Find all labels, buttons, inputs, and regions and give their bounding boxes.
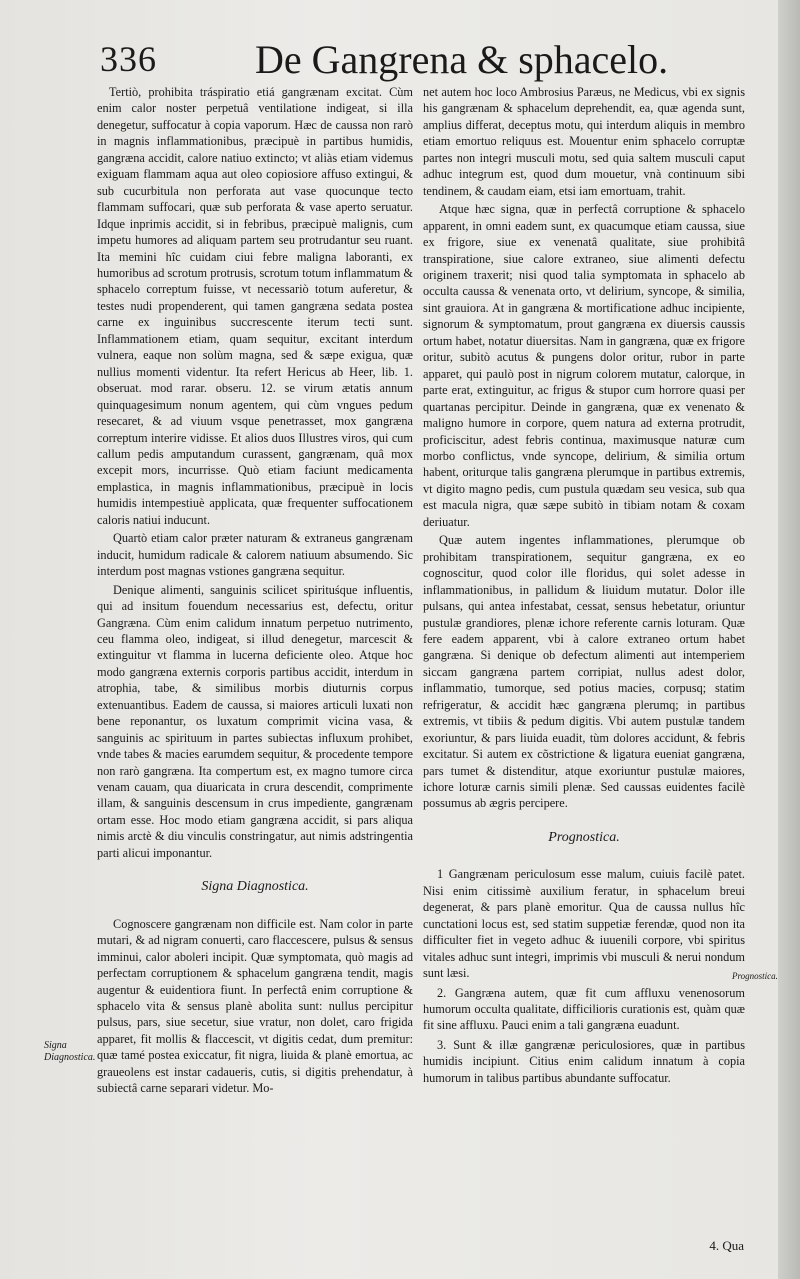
- running-title: De Gangrena & sphacelo.: [255, 37, 669, 82]
- paragraph: Atque hæc signa, quæ in perfectâ corruptione & sphacelo apparent, in omni eadem sunt, ex quacumque etiam caussa, siue ex frigore, siue ex venenatâ qualitate, siue prohibitâ transpiratione, siue calore extraneo, siue alimenti defectu originem traxerit; nisi quod talia symptomata in sphacelo ab occulta caussa & venenata orto, vt delirium, syncope, & similia, sint grauiora. At in gangræna & mortificatione adhuc incipiente, signorum & symptomatum, prout gangræna ex diuersis caussis ortum habet, notatur diuersitas. Nam in gangræna, quæ ex frigore oritur, subitò acutus & pungens dolor oritur, rubor in parte apparet, qui paulò post in nigrum colorem mutatur, calorque, in parte erat, extinguitur, ac frigus & stupor cum horrore quasi per quartanas percipitur. Deinde in gangræna, quæ ex venenato & maligno humore in corpore, quem natura ad externa protrudit, proficiscitur, adest febris continua, maximusque naturæ cum morbo conflictus, vnde syncope, delirium, & similia ortum habent, oriturque talis gangræna plerumque in partibus extremis, vt digito magno pedis, cum pustula quædam seu vesica, sub qua est macula nigra, quæ sæpe subitò in tibiam notam & coxam deriuatur.: [423, 202, 745, 529]
- numbered-item: 3. Sunt & illæ gangrænæ periculosiores, quæ in partibus humidis incipiunt. Citius enim calidum innatum à copia humorum in talibus partibus abundante suffocatur.: [423, 1037, 745, 1085]
- paragraph: Cognoscere gangrænam non difficile est. Nam color in parte mutari, & ad nigram conuerti, caro flaccescere, pulsus & sensus imminui, calor aboleri incipit. Quæ symptomata, quò magis ad perfectam corruptionem & sphacelum gangræna tendit, magis augentur & euidentiora fiunt. In perfectâ enim corruptione & sphacelo vita & sensus planè abolita sunt: nullus percipitur pulsus, pars, siue secetur, siue vratur, non dolet, caro frigida apparet, fit mollis & flaccescit, vt digitis cedat, dum premitur: quæ tamé postea exiccatur, fit nigra, liuida & planè emortua, ac graueolens est instar cadaueris, cutis, si digitis prehendatur, à subiectâ carne separari videtur. Mo-: [97, 916, 413, 1096]
- margin-note-right: Prognostica.: [732, 971, 778, 981]
- left-column: [97, 84, 413, 1099]
- paragraph: Denique alimenti, sanguinis scilicet spirituśque influentis, qui ad insitum fouendum necessarius est, defectu, oritur Gangræna. Cùm enim calidum innatum perpetuo nutrimento, ceu flamma oleo, indigeat, si illud denegetur, marcescit & extinguitur vt flamma in lucerna deficiente oleo. Atque hoc modo gangræna externis corporis partibus accidit, interdum in atrophia, tabe, & similibus morbis diuturnis corpus extenuantibus. Eadem de caussa, si maiores articuli luxati non bene reponantur, os luxatum comprimit vicina vasa, & sanguinis ac spirituum in partes subiectas influxum prohibet, vnde tabes & macies earumdem sequitur, & procedente tempore non rarò gangræna. Ita compertum est, ex magno tumore circa venam cauam, qua diuaricata in crura descendit, comprimente illam, & sanguinis descensum in crus impediente, gangrænam ortam esse. Hoc modo etiam gangræna accidit, si pars aliqua nimis arctè & diu vinculis constringatur, aut nimis adstringentia parti alicui imponantur.: [97, 582, 413, 860]
- section-heading: Prognostica.: [548, 829, 620, 845]
- paragraph: Quartò etiam calor præter naturam & extraneus gangrænam inducit, humidum radicale & calorem natiuum absumendo. Sic interdum post magnas vstiones gangræna sequitur.: [97, 531, 413, 579]
- paragraph: Tertiò, prohibita tráspiratio etiá gangrænam excitat. Cùm enim calor noster perpetuâ ventilatione indigeat, si illa denegetur, suffocatur à copia vaporum. Hæc de caussa non rarò in magnis inflammationibus, præcipuè in partibus humidis, gangræna accidit, calore natiuo extincto; vt aliàs etiam videmus exiguam flammam aqua aut oleo copiosiore affuso extingui, & sub cucurbitula non perforata aut vase quocunque tecto flammam suffocari, quæ sub perforata & vase aperto seruatur. Idque inprimis accidit, si in febribus, præcipuè malignis, cum impetu humores ad aliquam partem seu protrudantur seu ruant. Ita memini hîc cuidam ciui febre maligna laboranti, ex humoribus ad scrotum protrusis, scrotum totum inflammatum & sphacelo correptum fuisse, vt necessariò totum auferetur, & testes nudi propenderent, qui tamen gangræna sedata postea carne ex inguinibus succrescente iterum tecti sunt. Inflammationem etiam, quam sequitur, excitant interdum vulnera, eaque non solùm magna, sed & sæpe exigua, quæ nullius momenti videntur. Ita refert Hericus ab Heer, lib. 1. obseruat. mod rarar. obseru. 12. se virum ætatis annum quinquagesimum nonum agentem, qui cùm vngues pedum resecaret, & ad viuum vsque penetrasset, mox gangræna correptum interire vidisse. Et alios duos Illustres viros, qui cum callum pedis amputandum curassent, gangrænam, quâ mox excepit mors, incurrisse. Quò etiam faciunt medicamenta emplastica, in magnis inflammationibus, præcipuè in locis humidis intempestiuè applicata, quæ frequenter suffocationem caloris natiui inducunt.: [97, 85, 413, 527]
- section-heading: Signa Diagnostica.: [201, 879, 309, 895]
- numbered-item: 2. Gangræna autem, quæ fit cum affluxu venenosorum humorum occulta qualitate, difficilioris curationis est, quàm quæ fit sine affluxu. Pauci enim a tali gangræna euadunt.: [423, 985, 745, 1033]
- margin-note-left: Signa Diagnostica.: [44, 1040, 96, 1063]
- catchword: 4. Qua: [709, 1238, 744, 1253]
- paragraph: net autem hoc loco Ambrosius Paræus, ne Medicus, vbi ex signis his gangrænam & sphacelum deprehendit, ea, quæ agenda sunt, amplius differat, deceptus motu, qui interdum aliquis in membro etiam emortuo reliquus est. Mouentur enim sphacelo corruptæ partes non integri musculi motu, sed quia saltem musculi caput adhuc integrum est, quod dum mouetur, vnà continuum sibi tendinem, & caudam eiam, etsi iam emortuam, trahit.: [423, 85, 745, 198]
- paragraph: Quæ autem ingentes inflammationes, plerumque ob prohibitam transpirationem, sequitur gangræna, ex eo cognoscitur, quod color ille floridus, qui solet adesse in inflammationibus, in pallidum & liuidum mutatur. Dolor ille pulsans, qui antea infestabat, cessat, sensus hebetatur, oriuntur pustulæ grandiores, plenæ ichore referente carnis loturam. Quæ fere eadem apparent, vbi à calore extraneo ortum habet gangræna. Si denique ob defectum alimenti aut intemperiem siccam gangræna partem corripiat, nullus adest dolor, inflammatio, tumorque, sed potius macies, corpusq; statim refrigeratur, & accidit hæc gangræna plerumq; in partibus extremis, vt tibiis & pedum digitis. Vbi autem pustulæ tandem exoriuntur, & pars liuida euadit, tùm dolores accidunt, & febris excitatur. Si autem ex cõstrictione & ligatura eueniat gangræna, pars tumet & distenditur, atque exoriuntur pustulæ maiores, ichore loturæ carnis simili plenæ. Sed caussas euidentes facilè possumus ab ægris percipere.: [423, 533, 745, 811]
- right-column: [423, 84, 745, 1088]
- page-edge: [778, 0, 800, 1279]
- numbered-item: 1 Gangrænam periculosum esse malum, cuiuis facilè patet. Nisi enim citissimè auxilium feratur, in sphacelum breui degenerat, & pars planè emoritur. Qua de caussa nullus hîc cunctationi locus est, sed statim suppetiæ ferendæ, quod non ita difficulter fiet in vegeto adhuc & iuuenili corpore, vbi spiritus vitales adhuc sunt integri, imprimis vbi musculi & nerui nondum sunt læsi.: [423, 867, 745, 981]
- page-number: 336: [100, 39, 157, 79]
